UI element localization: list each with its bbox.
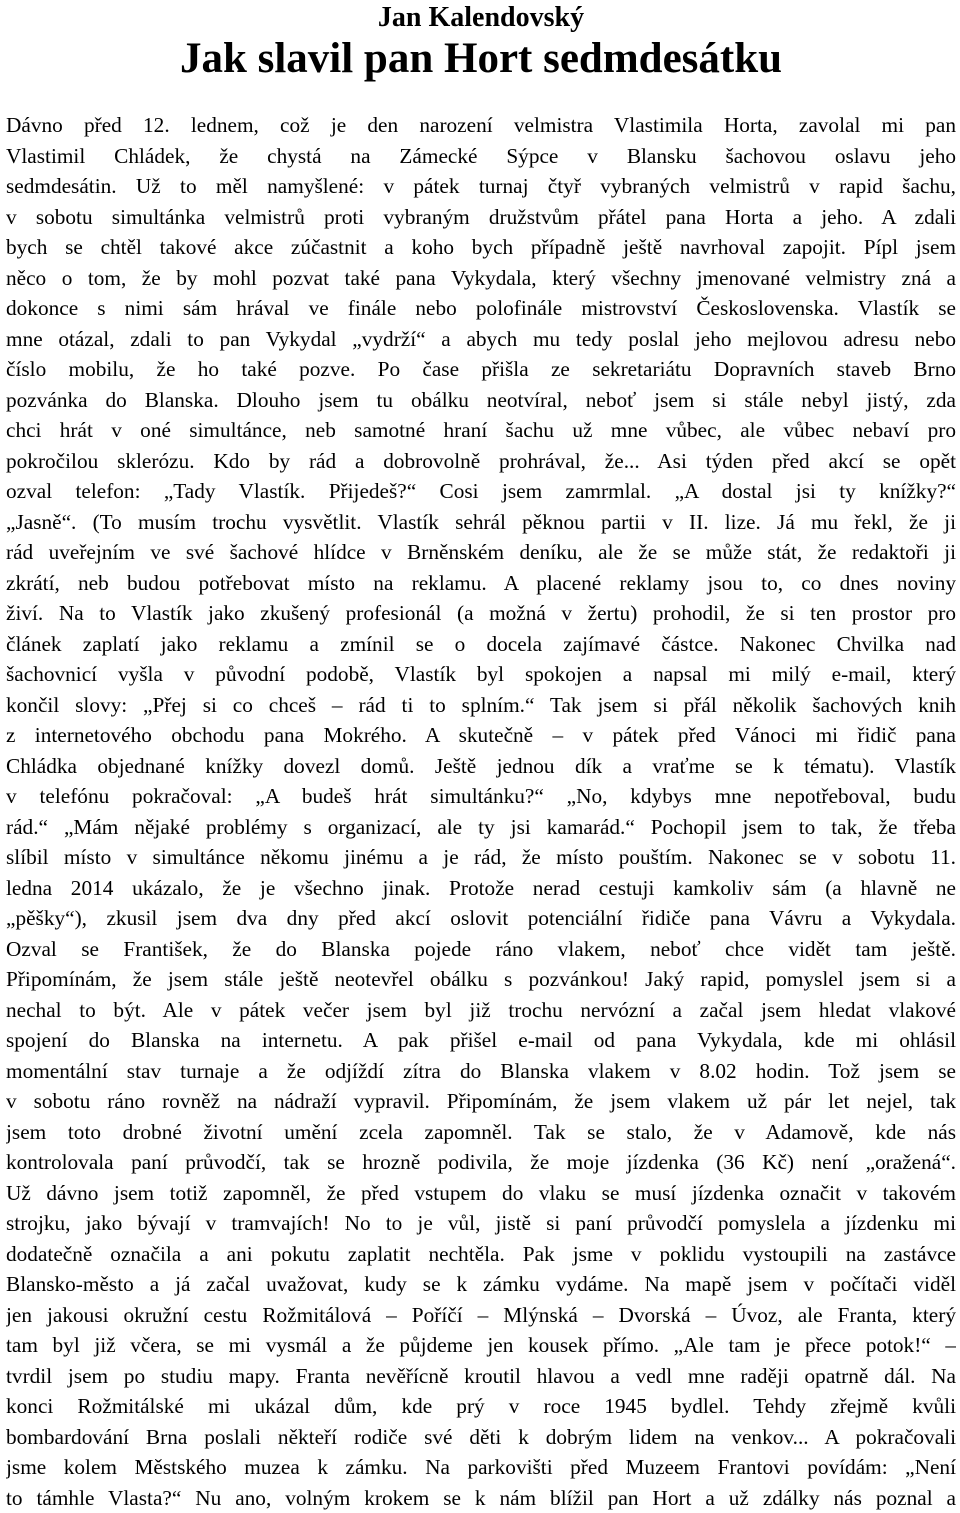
text-line: jsem toto drobné životní umění zcela zapomněl. Tak se stalo, že v Adamově, kde nás [6,1117,956,1148]
article-title: Jak slavil pan Hort sedmdesátku [6,34,956,84]
text-line: dodatečně označila a ani pokutu zaplatit nechtěla. Pak jsme v poklidu vystoupili na zastávce [6,1239,956,1270]
text-line: tam byl již včera, se mi vysmál a že půjdeme jen kousek přímo. „Ale tam je přece potok!“ – [6,1330,956,1361]
text-line: dokonce s nimi sám hrával ve finále nebo polofinále mistrovství Československa. Vlastík se [6,293,956,324]
text-line: bombardování Brna poslali někteří rodiče své děti k dobrým lidem na venkov... A pokračovali [6,1422,956,1453]
text-line: šachovnicí vyšla v původní podobě, Vlastík byl spokojen a napsal mi milý e-mail, který [6,659,956,690]
text-line: živí. Na to Vlastík jako zkušený profesionál (a možná v žertu) prohodil, že si ten prostor pro [6,598,956,629]
text-line: rád uveřejním ve své šachové hlídce v Brněnském deníku, ale že se může stát, že redaktoři ji [6,537,956,568]
text-line: číslo mobilu, že ho také pozve. Po čase přišla ze sekretariátu Dopravních staveb Brno [6,354,956,385]
document-page [6,0,956,84]
text-line: mne otázal, zdali to pan Vykydal „vydrží“ a abych mu tedy poslal jeho mejlovou adresu nebo [6,324,956,355]
text-line: článek zaplatí jako reklamu a zmínil se o docela zajímavé částce. Nakonec Chvilka nad [6,629,956,660]
text-line: kontrolovala paní průvodčí, tak se hrozně podivila, že moje jízdenka (36 Kč) není „oražená“. [6,1147,956,1178]
text-line: v sobotu simultánka velmistrů proti vybraným družstvům přátel pana Horta a jeho. A zdali [6,202,956,233]
text-line: Dávno před 12. lednem, což je den narození velmistra Vlastimila Horta, zavolal mi pan [6,110,956,141]
text-line: „pěšky“), zkusil jsem dva dny před akcí oslovit potenciální řidiče pana Vávru a Vykydala. [6,903,956,934]
text-line: jen jakousi okružní cestu Rožmitálová – Poříčí – Mlýnská – Dvorská – Úvoz, ale Franta, který [6,1300,956,1331]
text-line: Připomínám, že jsem stále ještě neotevřel obálku s pozvánkou! Jaký rapid, pomyslel jsem si a [6,964,956,995]
text-line: Blansko-město a já začal uvažovat, kudy se k zámku vydáme. Na mapě jsem v počítači viděl [6,1269,956,1300]
text-line: jsme kolem Městského muzea k zámku. Na parkovišti před Muzeem Frantovi povídám: „Není [6,1452,956,1483]
text-line: z internetového obchodu pana Mokrého. A skutečně – v pátek před Vánoci mi řidič pana [6,720,956,751]
text-line: Chládka objednané knížky dovezl domů. Ještě jednou dík a vraťme se k tématu). Vlastík [6,751,956,782]
text-line: nechal to být. Ale v pátek večer jsem byl již trochu nervózní a začal jsem hledat vlakové [6,995,956,1026]
text-line: v sobotu ráno rovněž na nádraží vypravil. Připomínám, že jsem vlakem už pár let nejel, tak [6,1086,956,1117]
text-line: momentální stav turnaje a že odjíždí zítra do Blanska vlakem v 8.02 hodin. Tož jsem se [6,1056,956,1087]
text-line: tvrdil jsem po studiu mapy. Franta nevěřícně kroutil hlavou a vedl mne raději opatrně dál. Na [6,1361,956,1392]
text-line: končil slovy: „Přej si co chceš – rád ti to splním.“ Tak jsem si přál několik šachových knih [6,690,956,721]
text-line: něco o tom, že by mohl pozvat také pana Vykydala, který všechny jmenované velmistry zná a [6,263,956,294]
text-line: zkrátí, neb budou potřebovat místo na reklamu. A placené reklamy jsou to, co dnes noviny [6,568,956,599]
article-body [6,110,956,1513]
text-line: rád.“ „Mám nějaké problémy s organizací, ale ty jsi kamarád.“ Pochopil jsem to tak, že třeba [6,812,956,843]
text-line: strojku, jako bývají v tramvajích! No to je vůl, jistě si paní průvodčí pomyslela a jízdenku mi [6,1208,956,1239]
text-line: ozval telefon: „Tady Vlastík. Přijedeš?“ Cosi jsem zamrmlal. „A dostal jsi ty knížky?“ [6,476,956,507]
text-line: konci Rožmitálské mi ukázal dům, kde prý v roce 1945 bydlel. Tehdy zřejmě kvůli [6,1391,956,1422]
text-line: Už dávno jsem totiž zapomněl, že před vstupem do vlaku se musí jízdenka označit v takovém [6,1178,956,1209]
text-line: bych se chtěl takové akce zúčastnit a koho bych případně ještě navrhoval zapojit. Pípl jsem [6,232,956,263]
text-line: Ozval se František, že do Blanska pojede ráno vlakem, neboť chce vidět tam ještě. [6,934,956,965]
text-line: v telefónu pokračoval: „A budeš hrát simultánku?“ „No, kdybys mne nepotřeboval, budu [6,781,956,812]
text-line: Vlastimil Chládek, že chystá na Zámecké Sýpce v Blansku šachovou oslavu jeho [6,141,956,172]
text-line: ledna 2014 ukázalo, že je všechno jinak. Protože nerad cestuji kamkoliv sám (a hlavně ne [6,873,956,904]
article-author: Jan Kalendovský [6,0,956,34]
text-line: pokročilou sklerózu. Kdo by rád a dobrovolně prohrával, že... Asi týden před akcí se opět [6,446,956,477]
text-line: sedmdesátin. Už to měl namyšlené: v pátek turnaj čtyř vybraných velmistrů v rapid šachu, [6,171,956,202]
text-line: chci hrát v oné simultánce, neb samotné hraní šachu už mne vůbec, ale vůbec nebaví pro [6,415,956,446]
text-line: slíbil místo v simultánce někomu jinému a je rád, že místo pouštím. Nakonec se v sobotu 11. [6,842,956,873]
text-line: spojení do Blanska na internetu. A pak přišel e-mail od pana Vykydala, kde mi ohlásil [6,1025,956,1056]
text-line: to támhle Vlasta?“ Nu ano, volným krokem se k nám blížil pan Hort a už zdálky nás poznal a [6,1483,956,1513]
text-line: pozvánka do Blanska. Dlouho jsem tu obálku neotvíral, neboť jsem si stále nebyl jistý, zda [6,385,956,416]
text-line: „Jasně“. (To musím trochu vysvětlit. Vlastík sehrál pěknou partii v II. lize. Já mu řekl, že ji [6,507,956,538]
